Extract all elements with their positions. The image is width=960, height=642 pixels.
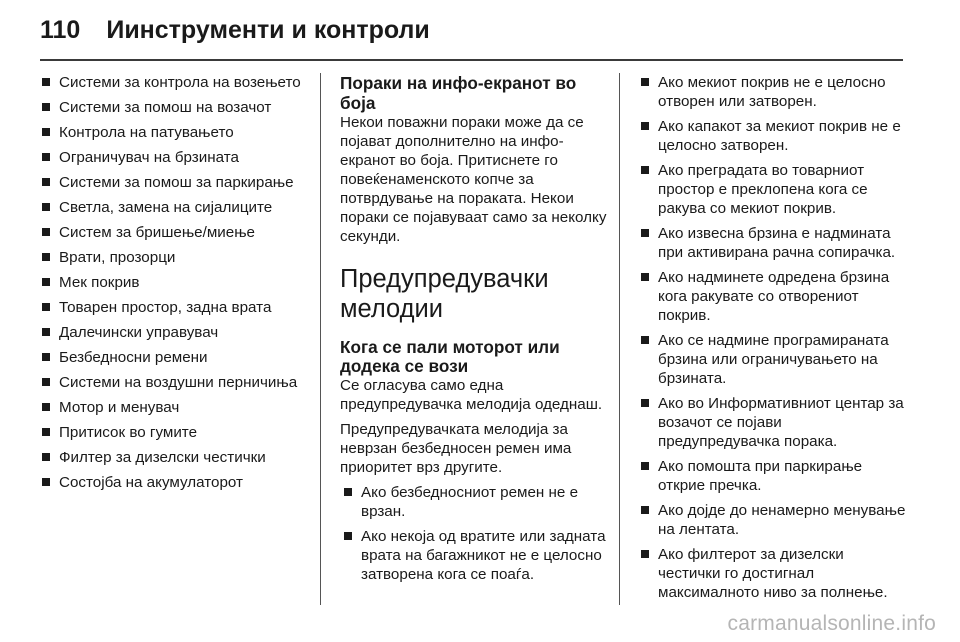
column-middle bbox=[340, 73, 612, 590]
list-item: Безбедносни ремени bbox=[38, 348, 310, 367]
list-item: Врати, прозорци bbox=[38, 248, 310, 267]
chimes-heading: Предупредувачки мелодии bbox=[340, 265, 549, 323]
column-left bbox=[38, 73, 310, 498]
list-item: Ограничувач на брзината bbox=[38, 148, 310, 167]
list-item: Ако дојде до ненамерно менување на лентата. bbox=[637, 501, 907, 539]
list-item: Ако помошта при паркирање открие пречка. bbox=[637, 457, 907, 495]
page-header bbox=[40, 16, 430, 56]
chime-condition-list bbox=[340, 483, 612, 584]
list-item: Притисок во гумите bbox=[38, 423, 310, 442]
list-item: Ако безбедносниот ремен не е врзан. bbox=[340, 483, 612, 521]
paragraph: Предупредувачката мелодија за неврзан безбедносен ремен има приоритет врз другите. bbox=[340, 421, 572, 476]
list-item: Ако се надмине програмираната брзина или ограничувањето на брзината. bbox=[637, 331, 907, 388]
list-item: Ако некоја од вратите или задната врата на багажникот не е целосно затворена кога се поаѓа. bbox=[340, 527, 612, 584]
list-item: Системи на воздушни перничиња bbox=[38, 373, 310, 392]
list-item: Состојба на акумулаторот bbox=[38, 473, 310, 492]
list-item: Ако капакот за мекиот покрив не е целосно затворен. bbox=[637, 117, 907, 155]
list-item: Системи за помош за паркирање bbox=[38, 173, 310, 192]
watermark: carmanualsonline.info bbox=[727, 612, 936, 635]
list-item: Ако преградата во товарниот простор е преклопена кога се ракува со мекиот покрив. bbox=[637, 161, 907, 218]
list-item: Товарен простор, задна врата bbox=[38, 298, 310, 317]
list-item: Контрола на патувањето bbox=[38, 123, 310, 142]
page-number: 110 bbox=[40, 16, 81, 44]
list-item: Системи за помош на возачот bbox=[38, 98, 310, 117]
list-item: Системи за контрола на возењето bbox=[38, 73, 310, 92]
column-right bbox=[637, 73, 907, 608]
list-item: Мек покрив bbox=[38, 273, 310, 292]
list-item: Далечински управувач bbox=[38, 323, 310, 342]
list-item: Систем за бришење/миење bbox=[38, 223, 310, 242]
list-item: Светла, замена на сијалиците bbox=[38, 198, 310, 217]
messages-heading: Пораки на инфо-екранот во боја bbox=[340, 73, 577, 113]
column-divider bbox=[320, 73, 321, 605]
chime-condition-list bbox=[637, 73, 907, 602]
column-divider bbox=[619, 73, 620, 605]
list-item: Ако надминете одредена брзина кога ракувате со отворениот покрив. bbox=[637, 268, 907, 325]
paragraph: Се огласува само една предупредувачка мелодија одеднаш. bbox=[340, 377, 603, 413]
list-item: Ако во Информативниот центар за возачот се појави предупредувачка порака. bbox=[637, 394, 907, 451]
list-item: Ако мекиот покрив не е целосно отворен или затворен. bbox=[637, 73, 907, 111]
engine-heading: Кога се пали моторот или додека се вози bbox=[340, 337, 560, 376]
messages-text: Некои поважни пораки може да се појават дополнително на инфо-екранот во боја. Притиснете го повеќенаменското копче за потврдување на пораката. Некои пораки се појавуваат само за неколку секунди. bbox=[340, 114, 607, 245]
page-title: Иинструменти и контроли bbox=[106, 16, 430, 44]
list-item: Ако извесна брзина е надмината при активирана рачна сопирачка. bbox=[637, 224, 907, 262]
system-list bbox=[38, 73, 310, 492]
list-item: Ако филтерот за дизелски честички го достигнал максималното ниво за полнење. bbox=[637, 545, 907, 602]
header-divider bbox=[40, 59, 903, 61]
list-item: Филтер за дизелски честички bbox=[38, 448, 310, 467]
list-item: Мотор и менувач bbox=[38, 398, 310, 417]
